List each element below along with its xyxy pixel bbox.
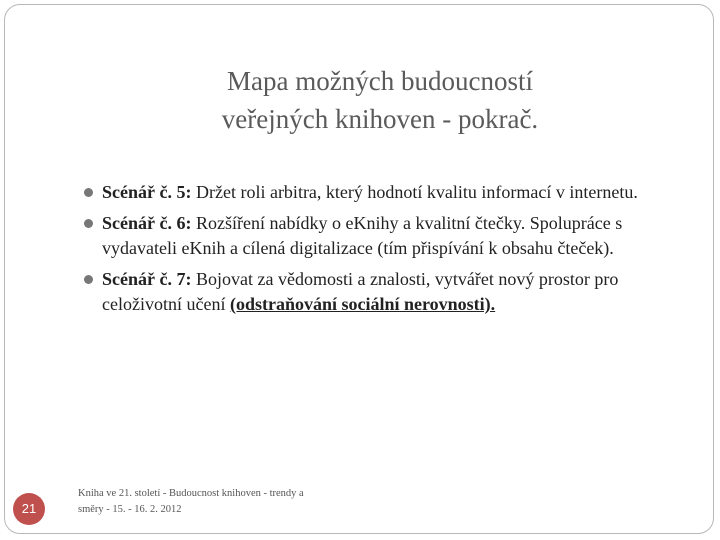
bullet-dot-icon xyxy=(84,275,93,284)
scenario-label: Scénář č. 7: xyxy=(102,269,192,289)
bullet-dot-icon xyxy=(84,219,93,228)
bullet-dot-icon xyxy=(84,188,93,197)
footer-line-1: Kniha ve 21. století - Budoucnost knihoven - trendy a xyxy=(78,488,304,499)
slide-title xyxy=(100,62,660,138)
bullet-item xyxy=(80,211,680,261)
scenario-underlined-text: (odstraňování sociální nerovnosti). xyxy=(229,294,496,314)
bullet-list xyxy=(80,180,680,323)
scenario-label: Scénář č. 5: xyxy=(102,182,192,202)
bullet-item xyxy=(80,267,680,317)
page-number-badge: 21 xyxy=(13,493,45,525)
footer-line-2: směry - 15. - 16. 2. 2012 xyxy=(78,504,182,515)
scenario-text: Rozšíření nabídky o eKnihy a kvalitní čtečky. Spolupráce s vydavateli eKnih a cílená digitalizace (tím přispívání k obsahu čteček). xyxy=(102,213,623,258)
scenario-label: Scénář č. 6: xyxy=(102,213,192,233)
scenario-text: Držet roli arbitra, který hodnotí kvalitu informací v internetu. xyxy=(191,182,638,202)
title-line-1: Mapa možných budoucností xyxy=(227,66,533,96)
bullet-item xyxy=(80,180,680,205)
title-line-2: veřejných knihoven - pokrač. xyxy=(221,104,539,134)
scenario-text: Bojovat za vědomosti a znalosti, vytvářet nový prostor pro celoživotní učení xyxy=(102,269,619,314)
slide-footer xyxy=(78,486,378,518)
